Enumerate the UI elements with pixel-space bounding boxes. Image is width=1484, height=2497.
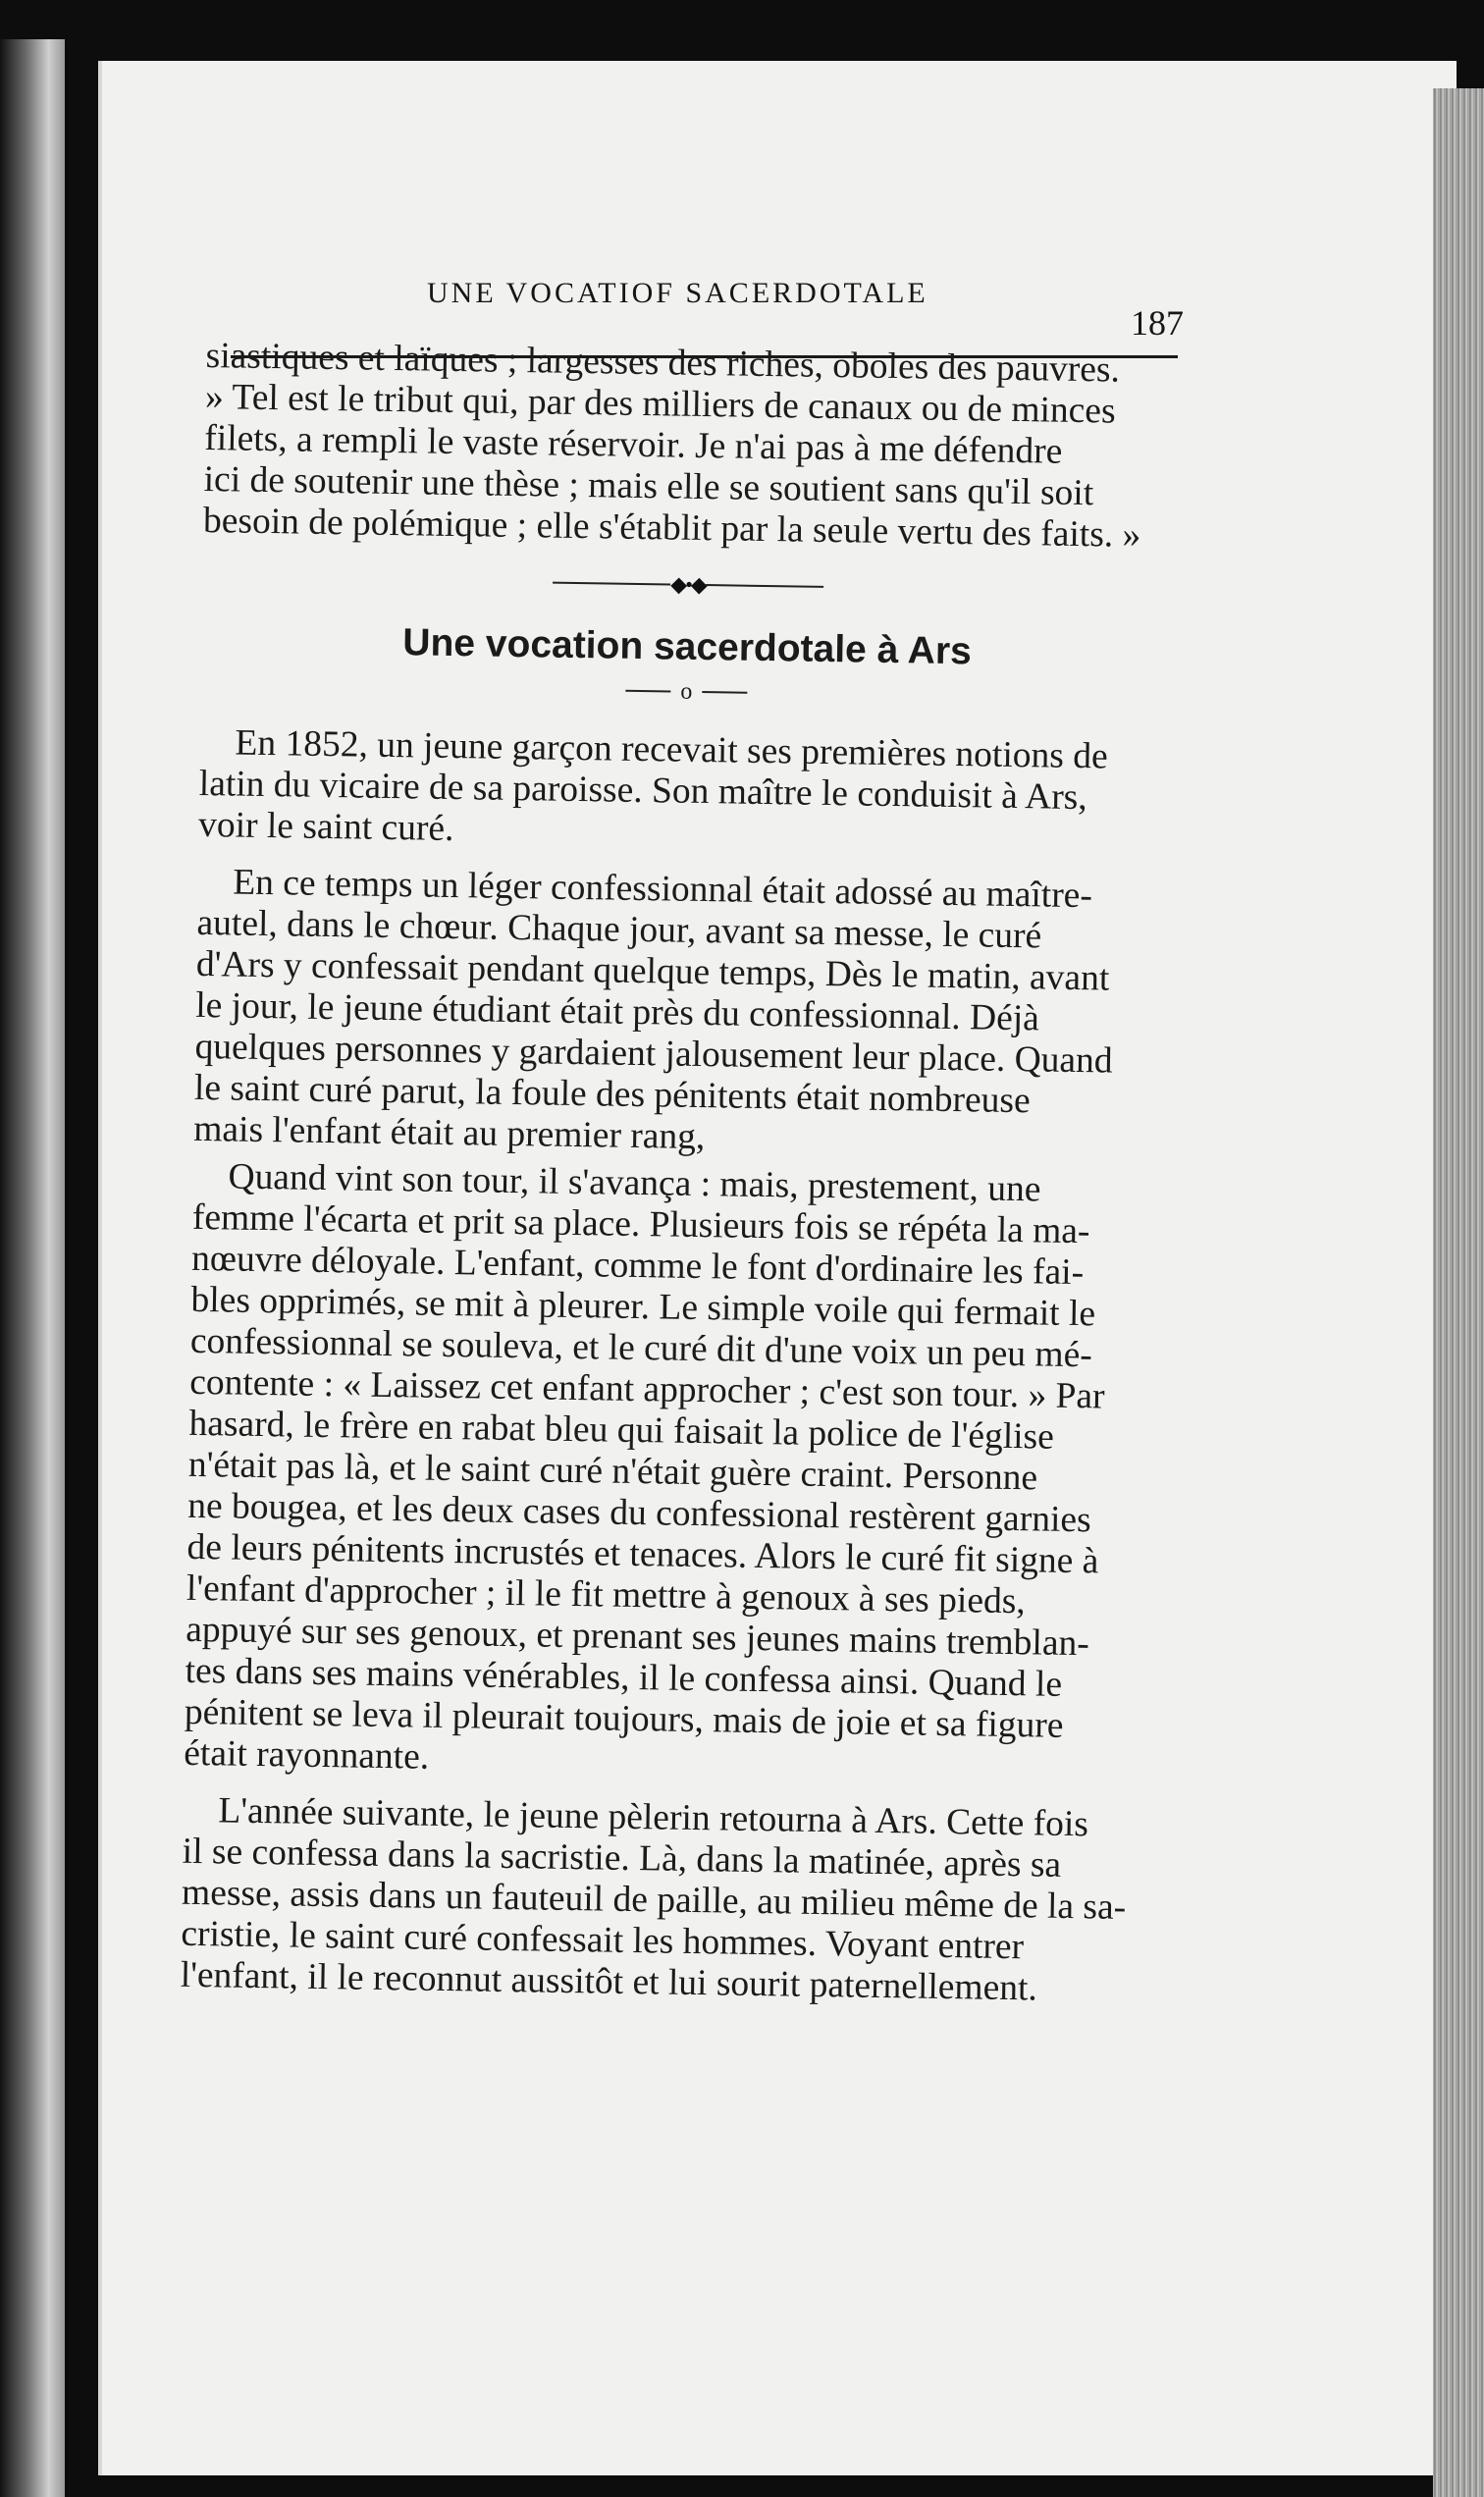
text-line: filets, a rempli le vaste réservoir. Je n'ai pas à me défendre [204,417,1063,472]
paragraph-3 [184,1156,1165,1789]
page-number: 187 [1131,303,1184,343]
paragraph-4 [180,1790,1154,2012]
text-line: femme l'écarta et prit sa place. Plusieurs fois se répéta la ma- [191,1196,1090,1252]
paragraph-1 [198,722,1172,862]
text-line: tes dans ses mains vénérables, il le confessa ainsi. Quand le [185,1650,1063,1705]
text-line: messe, assis dans un fauteuil de paille, au milieu même de la sa- [181,1872,1127,1928]
text-line: autel, dans le chœur. Chaque jour, avant sa messe, le curé [196,902,1042,957]
continued-paragraph [203,336,1178,558]
text-line: voir le saint curé. [197,804,454,850]
text-line: contente : « Laissez cet enfant approcher ; c'est son tour. » Par [188,1361,1105,1417]
fleuron-icon: ◆•◆ [670,571,707,598]
text-line: » Tel est le tribut qui, par des milliers de canaux ou de minces [204,376,1116,432]
divider-rule [625,690,670,693]
text-line: le jour, le jeune étudiant était près du confessionnal. Déjà [194,984,1040,1039]
divider-rule [553,582,670,586]
text-line: En ce temps un léger confessionnal était adossé au maître- [232,862,1093,917]
text-line: nœuvre déloyale. L'enfant, comme le font d'ordinaire les fai- [190,1238,1085,1294]
text-line: pénitent se leva il pleurait toujours, mais de joie et sa figure [184,1691,1064,1746]
text-line: latin du vicaire de sa paroisse. Son maître le conduisit à Ars, [198,763,1088,819]
text-line: le saint curé parut, la foule des pénitents était nombreuse [193,1067,1031,1122]
text-line: appuyé sur ses genoux, et prenant ses jeunes mains tremblan- [185,1609,1090,1665]
page-text [180,336,1177,2011]
text-line: L'année suivante, le jeune pèlerin retourna à Ars. Cette fois [218,1790,1089,1845]
text-line: besoin de polémique ; elle s'établit par la seule vertu des faits. » [202,500,1141,556]
text-line: Quand vint son tour, il s'avança : mais, prestement, une [228,1156,1041,1210]
text-line: En 1852, un jeune garçon recevait ses premières notions de [235,722,1108,777]
text-line: hasard, le frère en rabat bleu qui faisait la police de l'église [188,1403,1055,1458]
text-line: de leurs pénitents incrustés et tenaces. Alors le curé fit signe à [186,1526,1099,1582]
text-line: l'enfant d'approcher ; il le fit mettre à genoux à ses pieds, [186,1567,1027,1622]
ornament-mark: o [680,678,693,705]
paragraph-2 [193,862,1169,1166]
book-spine-edge [0,39,65,2497]
text-line: siastiques et laïques ; largesses des riches, oboles des pauvres. [205,336,1121,391]
text-line: ici de soutenir une thèse ; mais elle se soutient sans qu'il soit [203,458,1094,514]
divider-rule [706,584,823,588]
text-line: quelques personnes y gardaient jalousement leur place. Quand [194,1026,1113,1082]
text-line: il se confessa dans la sacristie. Là, dans la matinée, après sa [182,1831,1062,1886]
text-line: l'enfant, il le reconnut aussitôt et lui sourit paternellement. [180,1954,1038,2009]
section-title: Une vocation sacerdotale à Ars [402,621,973,673]
text-line: mais l'enfant était au premier rang, [192,1108,706,1158]
text-line: cristie, le saint curé confessait les hommes. Voyant entrer [181,1913,1025,1968]
text-line: bles opprimés, se mit à pleurer. Le simple voile qui fermait le [190,1279,1096,1335]
text-line: d'Ars y confessait pendant quelque temps, Dès le matin, avant [195,943,1110,999]
running-title: UNE VOCATIOF SACERDOTALE [427,277,928,309]
divider-rule [702,691,747,694]
text-line: confessionnal se souleva, et le curé dit d'une voix un peu mé- [189,1320,1093,1376]
text-line: n'était pas là, et le saint curé n'était guère craint. Personne [187,1444,1038,1499]
text-line: était rayonnante. [183,1732,430,1778]
page-edges [1433,88,1484,2497]
section-divider-ornament [202,552,1175,618]
text-line: ne bougea, et les deux cases du confessional restèrent garnies [186,1485,1091,1541]
